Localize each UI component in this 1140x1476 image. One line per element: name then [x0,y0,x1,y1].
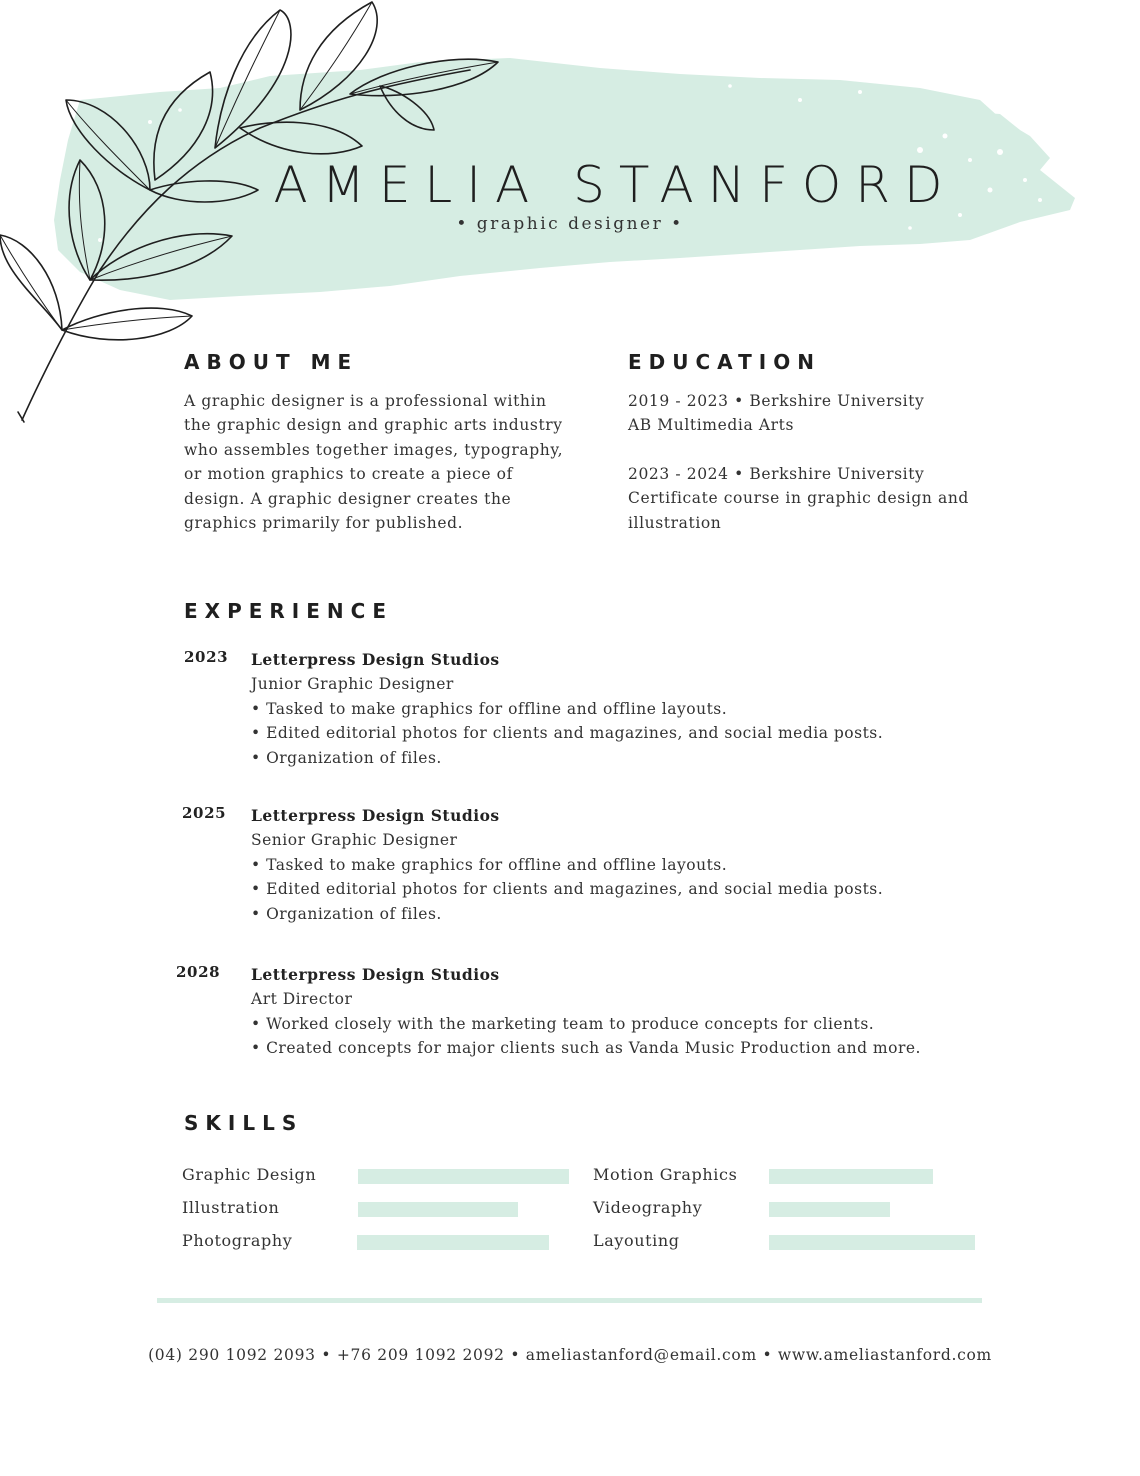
experience-year: 2025 [182,804,227,822]
skill-bar [769,1235,975,1250]
skills-heading: SKILLS [184,1111,304,1135]
skill-label: Videography [593,1198,703,1217]
experience-bullet: • Edited editorial photos for clients and magazines, and social media posts. [251,724,884,743]
skill-label: Illustration [182,1198,280,1217]
experience-bullet: • Created concepts for major clients such as Vanda Music Production and more. [251,1039,921,1058]
experience-company: Letterpress Design Studios [251,650,500,669]
education-entry: 2019 - 2023 • Berkshire University AB Multimedia Arts [628,392,925,435]
experience-bullet: • Tasked to make graphics for offline and offline layouts. [251,699,728,718]
experience-role: Art Director [251,990,353,1009]
candidate-name: AMELIA STANFORD [273,156,957,214]
contact-info: (04) 290 1092 2093 • +76 209 1092 2092 • ameliastanford@email.com • www.ameliastanford.com [148,1346,992,1364]
experience-year: 2023 [184,648,229,666]
skill-label: Graphic Design [182,1165,317,1184]
education-entry: 2023 - 2024 • Berkshire University Certificate course in graphic design and illustration [628,465,969,532]
experience-bullet: • Edited editorial photos for clients and magazines, and social media posts. [251,880,884,899]
experience-heading: EXPERIENCE [184,599,393,623]
experience-bullet: • Worked closely with the marketing team to produce concepts for clients. [251,1014,875,1033]
experience-bullet: • Organization of files. [251,748,442,767]
skill-bar [357,1235,549,1250]
footer-divider [157,1298,982,1303]
skill-bar [769,1169,933,1184]
skill-bar [769,1202,890,1217]
experience-company: Letterpress Design Studios [251,806,500,825]
about-text: A graphic designer is a professional within the graphic design and graphic arts industry who assembles together images, typography, or motion graphics to create a piece of design. A graphic designer creates the graphics primarily for published. [184,392,564,532]
experience-role: Senior Graphic Designer [251,831,458,850]
skill-label: Layouting [593,1231,680,1250]
skill-bar [358,1169,569,1184]
experience-bullet: • Tasked to make graphics for offline and offline layouts. [251,855,728,874]
skill-bar [358,1202,518,1217]
experience-year: 2028 [176,963,221,981]
about-heading: ABOUT ME [184,350,359,374]
skill-label: Photography [182,1231,293,1250]
experience-company: Letterpress Design Studios [251,965,500,984]
job-title: • graphic designer • [456,214,684,234]
experience-bullet: • Organization of files. [251,904,442,923]
education-heading: EDUCATION [628,350,821,374]
experience-role: Junior Graphic Designer [251,675,454,694]
skill-label: Motion Graphics [593,1165,738,1184]
